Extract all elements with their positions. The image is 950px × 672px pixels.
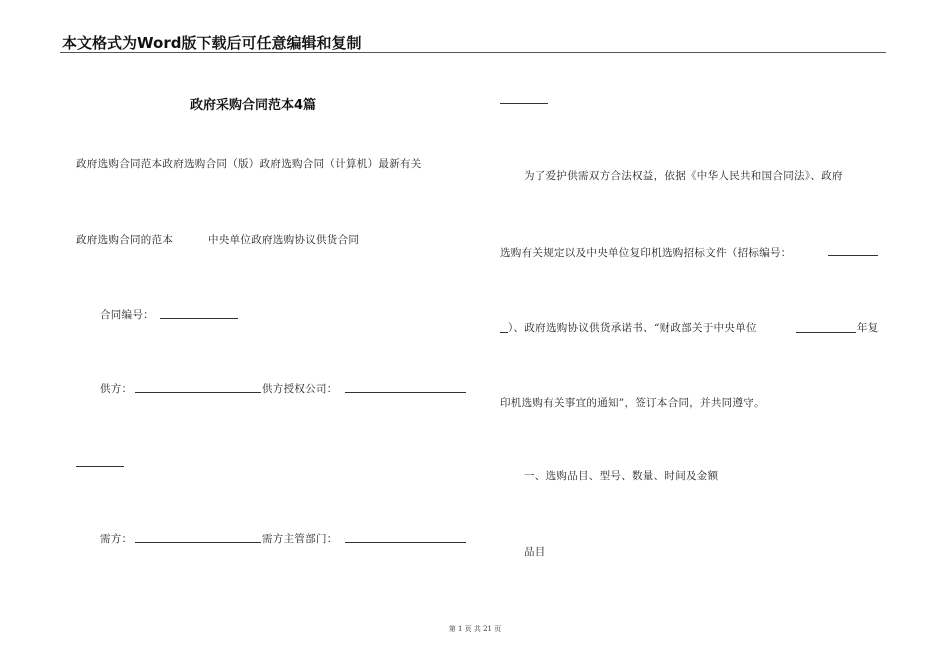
document-header-title: 本文格式为Word版下载后可任意编辑和复制 xyxy=(62,34,362,52)
supplier-continuation-blank xyxy=(76,466,124,467)
bid-number-blank xyxy=(828,255,878,256)
right-para-line-3b: 年复 xyxy=(857,322,879,334)
item-label: 品目 xyxy=(524,546,546,558)
supplier-blank xyxy=(135,392,261,393)
supplier-label: 供方： xyxy=(100,383,133,395)
bid-number-continuation-blank xyxy=(500,332,508,333)
page-number-footer: 第 1 页 共 21 页 xyxy=(448,625,502,633)
header-divider xyxy=(60,52,886,53)
buyer-department-blank xyxy=(345,542,466,543)
buyer-blank xyxy=(135,542,261,543)
buyer-department-label: 需方主管部门： xyxy=(262,533,338,545)
supplier-authorized-company-label: 供方授权公司： xyxy=(262,383,338,395)
year-blank xyxy=(796,332,856,333)
buyer-label: 需方： xyxy=(100,533,133,545)
title-underline-blank xyxy=(500,103,548,104)
left-line-2a: 政府选购合同的范本 xyxy=(76,234,174,246)
contract-number-blank xyxy=(160,318,238,319)
supplier-authorized-company-blank xyxy=(345,392,466,393)
section-1-title: 一、选购品目、型号、数量、时间及金额 xyxy=(524,470,719,482)
right-para-line-2: 选购有关规定以及中央单位复印机选购招标文件（招标编号： xyxy=(500,247,792,259)
right-para-line-1: 为了爱护供需双方合法权益，依据《中华人民共和国合同法》、政府 xyxy=(524,170,843,182)
left-line-1: 政府选购合同范本政府选购合同（版）政府选购合同（计算机）最新有关 xyxy=(76,158,422,170)
left-line-2b: 中央单位政府选购协议供货合同 xyxy=(208,234,360,246)
right-para-line-3a: ）、政府选购协议供货承诺书、“财政部关于中央单位 xyxy=(508,322,757,334)
contract-number-label: 合同编号： xyxy=(100,309,154,321)
right-para-line-4: 印机选购有关事宜的通知”，签订本合同，并共同遵守。 xyxy=(500,397,765,409)
document-title: 政府采购合同范本4篇 xyxy=(190,98,317,113)
